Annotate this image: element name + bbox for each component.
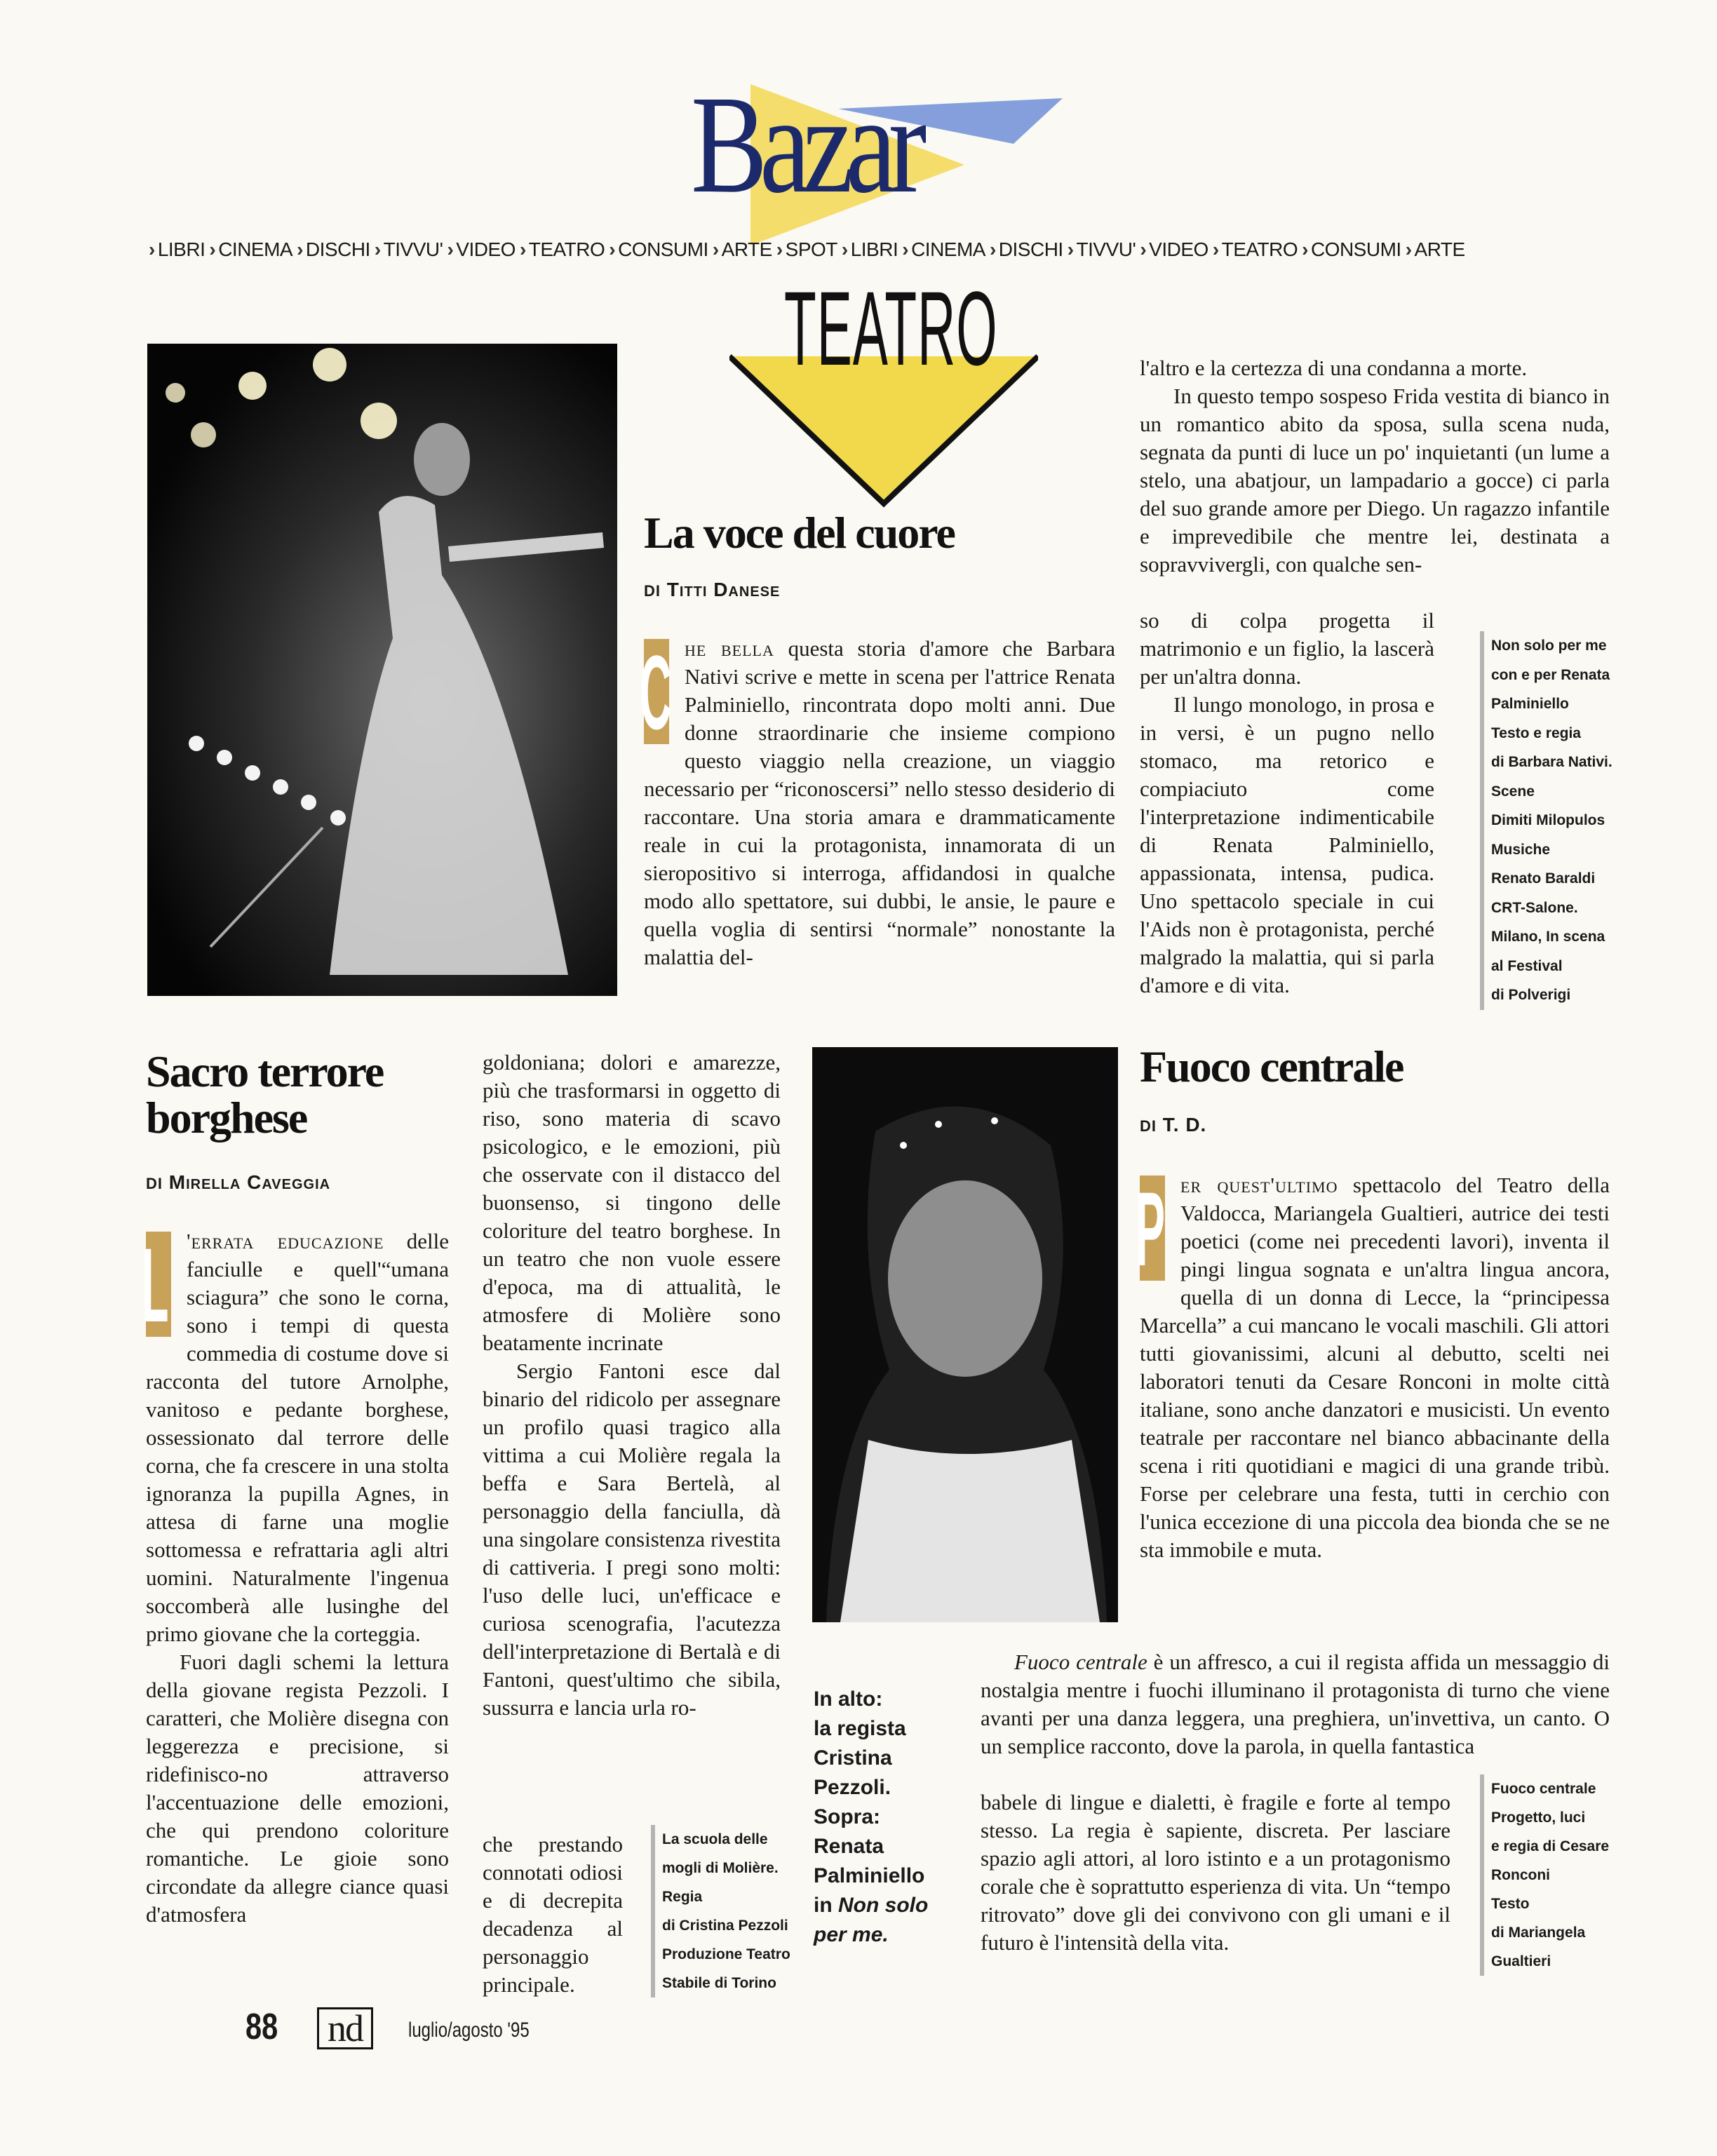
chevron-right-icon: › [297, 238, 303, 260]
stage-scene-illustration [147, 344, 617, 996]
nav-item[interactable]: DISCHI [305, 238, 370, 260]
byline-prefix: DI [1140, 1117, 1157, 1135]
nav-item[interactable]: LIBRI [850, 238, 898, 260]
paragraph: so di colpa progetta il matrimonio e un figlio, la lascerà per un'altra donna. [1140, 608, 1434, 689]
chevron-right-icon: › [1212, 238, 1219, 260]
nav-item[interactable]: SPOT [785, 238, 837, 260]
byline-prefix: DI [644, 582, 661, 600]
credits-sidebar: Fuoco centrale Progetto, luci e regia di Cesare Ronconi Testo di Mariangela Gualtieri [1480, 1774, 1631, 1976]
article-byline [1140, 1114, 1206, 1136]
section-nav [144, 238, 1610, 261]
chevron-right-icon: › [841, 238, 848, 260]
photo-caption: In alto: la regista Cristina Pezzoli. Sopra: Renata Palminiello in Non solo per me. [814, 1687, 929, 1946]
nav-item[interactable]: CINEMA [218, 238, 293, 260]
article-body-col2-end [483, 1831, 623, 1999]
chevron-right-icon: › [209, 238, 216, 260]
nav-item[interactable]: CINEMA [911, 238, 985, 260]
chevron-right-icon: › [1067, 238, 1074, 260]
chevron-right-icon: › [519, 238, 526, 260]
paragraph: spettacolo del Teatro della Valdocca, Mariangela Gualtieri, autrice dei testi poetici (come nei precedenti lavori), inventa il pingi lingua sognata e un'altra lingua ancora, quella di un donna di Lecce, la “principessa Marcella” a cui mancano le vocali maschili. Gli attori tutti giovanissimi, alcuni al debutto, scelti nei laboratori tenuti da Cesare Ronconi in molte città italiane, sono anche danzatori e musicisti. Un evento teatrale per raccontare nel bianco abbacinante della scena i riti quotidiani e magici di una grande tribù. Forse per celebrare una festa, tutti in cerchio con l'unica eccezione di una piccola dea bionda che se ne sta immobile e muta. [1140, 1173, 1610, 1562]
paragraph: l'altro e la certezza di una condanna a morte. [1140, 356, 1528, 380]
dropcap: C [640, 633, 672, 751]
credits-sidebar: La scuola delle mogli di Molière. Regia di Cristina Pezzoli Produzione Teatro Stabile di Torino [651, 1825, 795, 1997]
dropcap: P [1136, 1170, 1166, 1288]
lead-in: 'errata educazione [187, 1229, 384, 1253]
chevron-right-icon: › [1302, 238, 1308, 260]
page-number: 88 [245, 2007, 278, 2047]
byline-prefix: DI [146, 1175, 163, 1192]
byline-author: Mirella Caveggia [168, 1171, 331, 1193]
photo-cristina-pezzoli [812, 1047, 1118, 1622]
article-title: Fuoco centrale [1140, 1042, 1403, 1091]
paragraph: babele di lingue e dialetti, è fragile e forte al tempo stesso. La regia è sapiente, discreta. Per lasciare spazio agli attori, al loro istinto e a un protagonismo corale che è soprattutto esperienza di vita. Un “tempo ritrovato” dove gli dei convivono con gli umani e il futuro è l'intensità della vita. [981, 1790, 1450, 1955]
article-body-col2b [1140, 607, 1434, 999]
nav-item[interactable]: ARTE [1414, 238, 1465, 260]
article-title: Sacro terrore borghese [146, 1046, 384, 1143]
nav-item[interactable]: ARTE [721, 238, 772, 260]
nav-item[interactable]: TIVVU' [383, 238, 443, 260]
chevron-right-icon: › [776, 238, 783, 260]
chevron-right-icon: › [902, 238, 909, 260]
paragraph: Fuori dagli schemi la lettura della giovane regista Pezzoli. I caratteri, che Molière disegna con leggerezza e precisione, si ridefinisco-no attraverso l'accentuazione delle emozioni, che qui prendono coloriture romantiche. Le gioie sono circondate da allegre ciance quasi d'atmosfera [146, 1650, 449, 1927]
chevron-right-icon: › [1405, 238, 1412, 260]
chevron-right-icon: › [609, 238, 616, 260]
paragraph: goldoniana; dolori e amarezze, più che trasformarsi in oggetto di riso, sono materia di scavo psicologico, e le emozioni, più che osservate con il distacco del buonsenso, si tingono delle coloriture del teatro borghese. In un teatro che non vuole essere d'epoca, ma di attualità, le atmosfere di Molière sono beatamente incrinate [483, 1050, 781, 1355]
article-byline [644, 579, 780, 601]
italic-title: Fuoco centrale [1014, 1650, 1147, 1674]
nav-item[interactable]: TEATRO [528, 238, 605, 260]
paragraph: In questo tempo sospeso Frida vestita di bianco in un romantico abito da sposa, sulla scena nuda, segnata da punti di luce un po' inquietanti (un lume a stelo, una abatjour, un lampadario a gocce) ci parla del suo grande amore per Diego. Un ragazzo infantile e imprevedibile che mentre lei, destinata a sopravvivergli, con qualche sen- [1140, 384, 1610, 577]
chevron-right-icon: › [149, 238, 155, 260]
nav-item[interactable]: DISCHI [998, 238, 1063, 260]
chevron-right-icon: › [1140, 238, 1147, 260]
paragraph: Il lungo monologo, in prosa e in versi, è un pugno nello stomaco, ma retorico e compiaciuto come l'interpretazione indimenticabile di Renata Palminiello, appassionata, intensa, pudica. Uno spettacolo speciale in cui l'Aids non è protagonista, perché malgrado la malattia, qui si parla d'amore e di vita. [1140, 692, 1434, 997]
paragraph: questa storia d'amore che Barbara Nativi scrive e mette in scena per l'attrice Renata Palminiello, rincontrata dopo molti anni. Due donne straordinarie che insieme compiono questo viaggio nella creazione, un viaggio necessario per “riconoscersi” nello stesso desiderio di raccontare. Una storia amara e drammaticamente reale in cui la protagonista, innamorata di un sieropositivo si interroga, affidandosi in qualche modo allo spettatore, sui dubbi, le ansie, le paure e quella voglia di sentirsi “normale” nonostante la malattia del- [644, 636, 1116, 969]
nav-item[interactable]: VIDEO [456, 238, 516, 260]
issue-date: luglio/agosto '95 [408, 2019, 530, 2042]
lead-in: he bella [685, 636, 774, 661]
article-body-narrow [981, 1788, 1450, 1957]
paragraph: Sergio Fantoni esce dal binario del ridicolo per assegnare un profilo quasi tragico alla vittima a cui Molière regala la beffa e Sara Bertelà, al personaggio della fanciulla, dà una singolare consistenza rivestita di cattiveria. I pregi sono molti: l'uso delle luci, un'efficace e curiosa scenografia, l'acutezza dell'interpretazione di Bertalà e di Fantoni, quest'ultimo che sibila, sussurra e lancia urla ro- [483, 1359, 781, 1720]
caption-italic: Non solo per me. [814, 1894, 929, 1946]
photo-renata-palminiello [147, 344, 617, 996]
magazine-logo: nd [317, 2007, 373, 2049]
paragraph: che prestando connotati odiosi e di decrepita decadenza al personaggio principale. [483, 1832, 623, 1997]
byline-author: Titti Danese [666, 579, 781, 600]
masthead-title: Bazar [691, 67, 919, 222]
nav-item[interactable]: TEATRO [1221, 238, 1298, 260]
article-body-col2 [483, 1049, 781, 1722]
section-label: TEATRO [784, 269, 998, 387]
paragraph: delle fanciulle e quell'“umana sciagura” che sono le corna, sono i tempi di questa commedia di costume dove si racconta del tutore Arnolphe, vanitoso e pedante borghese, ossessionato dal terrore delle corna, che fa crescere in una stolta ignoranza la pupilla Agnes, in attesa di farne una moglie sottomessa e refrattaria agli altri uomini. Naturalmente l'ingenua soccomberà alle lusinghe del primo giovane che la corteggia. [146, 1229, 450, 1646]
article-byline [146, 1171, 330, 1194]
byline-author: T. D. [1162, 1114, 1207, 1136]
chevron-right-icon: › [989, 238, 996, 260]
article-body-wide [981, 1648, 1610, 1760]
dropcap: L [146, 1232, 171, 1337]
nav-item[interactable]: CONSUMI [1310, 238, 1401, 260]
nav-item[interactable]: VIDEO [1149, 238, 1208, 260]
lead-in: er quest'ultimo [1180, 1173, 1338, 1197]
article-body-col1 [142, 1226, 450, 1929]
nav-item[interactable]: CONSUMI [618, 238, 708, 260]
article-body-col2 [1140, 354, 1610, 579]
chevron-right-icon: › [447, 238, 454, 260]
article-body-col1 [640, 633, 1116, 971]
nav-item[interactable]: TIVVU' [1076, 238, 1136, 260]
portrait-illustration [812, 1047, 1118, 1622]
article-title: La voce del cuore [644, 508, 955, 558]
nav-item[interactable]: LIBRI [157, 238, 206, 260]
paragraph: è un affresco, a cui il regista affida un messaggio di nostalgia mentre i fuochi illuminano il protagonista di turno che viene avanti per una danza leggera, una preghiera, un'invettiva, un canto. O un semplice racconto, dove la parola, in quella fantastica [981, 1650, 1610, 1758]
credits-sidebar: Non solo per me con e per Renata Palminiello Testo e regia di Barbara Nativi. Scene Dimiti Milopulos Musiche Renato Baraldi CRT-Salone. Milano, In scena al Festival di Polverigi [1480, 631, 1631, 1010]
article-body-main [1136, 1170, 1610, 1564]
chevron-right-icon: › [374, 238, 381, 260]
chevron-right-icon: › [712, 238, 719, 260]
